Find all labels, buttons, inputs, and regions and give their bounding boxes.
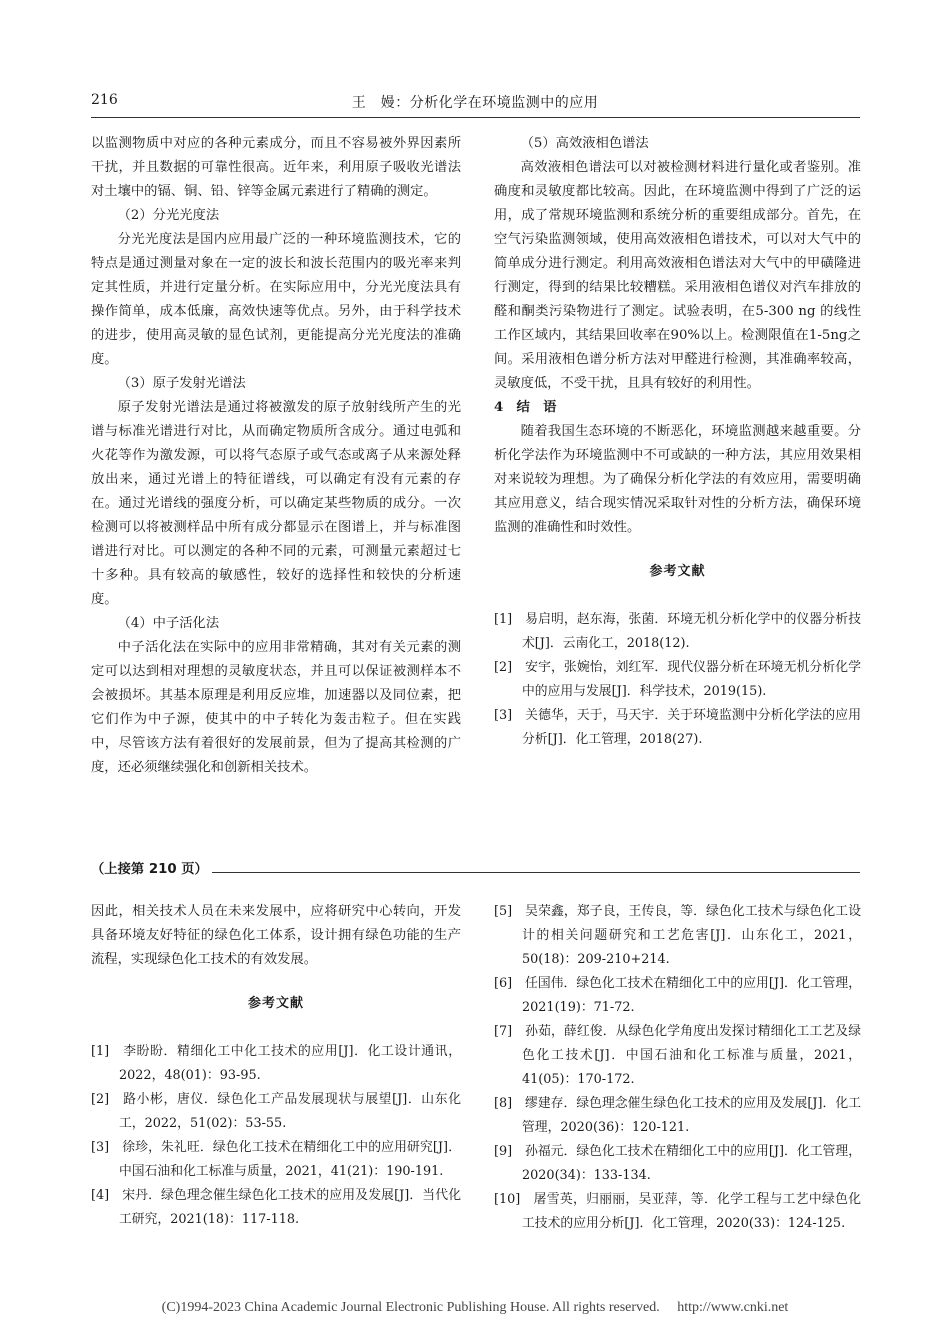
references-title: 参考文献 — [649, 564, 706, 579]
section-heading: 4 结 语 — [494, 400, 557, 415]
references-title: 参考文献 — [247, 996, 304, 1011]
continuation-label: （上接第 210 页） — [91, 858, 212, 877]
reference-item: [8] 缪建存．绿色理念催生绿色化工技术的应用及发展[J]．化工管理，2020(36)：120-121. — [494, 1096, 861, 1135]
upper-right-column — [494, 132, 861, 752]
running-title: 王 嫚：分析化学在环境监测中的应用 — [351, 95, 599, 111]
subheading: （3）原子发射光谱法 — [117, 376, 246, 391]
reference-item: [4] 宋丹．绿色理念催生绿色化工技术的应用及发展[J]．当代化工研究，2021(18)：117-118. — [91, 1188, 461, 1227]
subheading: （4）中子活化法 — [117, 616, 220, 631]
reference-item: [2] 安宇，张婉怡，刘红军．现代仪器分析在环境无机分析化学中的应用与发展[J]．科学技术，2019(15). — [494, 660, 861, 699]
reference-item: [9] 孙福元．绿色化工技术在精细化工中的应用[J]．化工管理，2020(34)：133-134. — [494, 1144, 861, 1183]
paragraph: 分光光度法是国内应用最广泛的一种环境监测技术，它的特点是通过测量对象在一定的波长和波长范围内的吸光率来判定其性质，并进行定量分析。在实际应用中，分光光度法具有操作简单，成本低廉，高效快速等优点。另外，由于科学技术的进步，使用高灵敏的显色试剂，更能提高分光光度法的准确度。 — [91, 232, 461, 367]
reference-item: [1] 易启明，赵东海，张菌．环境无机分析化学中的仪器分析技术[J]．云南化工，2018(12). — [494, 612, 861, 651]
header-rule — [91, 117, 860, 118]
paragraph: 随着我国生态环境的不断恶化，环境监测越来越重要。分析化学法作为环境监测中不可或缺的一种方法，其应用效果相对来说较为理想。为了确保分析化学法的有效应用，需要明确其应用意义，结合现实情况采取针对性的分析方法，确保环境监测的准确性和时效性。 — [494, 424, 861, 535]
lower-right-column — [494, 900, 861, 1236]
subheading: （2）分光光度法 — [117, 208, 220, 223]
paragraph: 因此，相关技术人员在未来发展中，应将研究中心转向，开发具备环境友好特征的绿色化工体系，设计拥有绿色功能的生产流程，实现绿色化工技术的有效发展。 — [91, 904, 461, 967]
paragraph: 以监测物质中对应的各种元素成分，而且不容易被外界因素所干扰，并且数据的可靠性很高。近年来，利用原子吸收光谱法对土壤中的镉、铜、铅、锌等金属元素进行了精确的测定。 — [91, 136, 461, 199]
reference-item: [7] 孙茹，薛红俊．从绿色化学角度出发探讨精细化工工艺及绿色化工技术[J]．中国石油和化工标准与质量，2021，41(05)：170-172. — [494, 1024, 861, 1087]
reference-item: [1] 李盼盼．精细化工中化工技术的应用[J]．化工设计通讯，2022，48(01)：93-95. — [91, 1044, 461, 1083]
reference-item: [10] 屠雪英，归丽丽，吴亚萍，等．化学工程与工艺中绿色化工技术的应用分析[J]．化工管理，2020(33)：124-125. — [494, 1192, 861, 1231]
reference-item: [3] 关德华，天于，马天宇．关于环境监测中分析化学法的应用分析[J]．化工管理，2018(27). — [494, 708, 861, 747]
copyright-footer: (C)1994-2023 China Academic Journal Electronic Publishing House. All rights reserved. http://www.cnki.net — [161, 1300, 789, 1315]
page-number: 216 — [91, 92, 118, 108]
paragraph: 中子活化法在实际中的应用非常精确，其对有关元素的测定可以达到相对理想的灵敏度状态，并且可以保证被测样本不会被损坏。其基本原理是利用反应堆，加速器以及同位素，把它们作为中子源，使其中的中子转化为轰击粒子。但在实践中，尽管该方法有着很好的发展前景，但为了提高其检测的广度，还必须继续强化和创新相关技术。 — [91, 640, 461, 775]
lower-left-column — [91, 900, 461, 1232]
subheading: （5）高效液相色谱法 — [520, 136, 649, 151]
continuation-rule — [206, 872, 860, 873]
paragraph: 原子发射光谱法是通过将被激发的原子放射线所产生的光谱与标准光谱进行对比，从而确定物质所含成分。通过电弧和火花等作为激发源，可以将气态原子或气态或离子从来源处释放出来，通过光谱上的特征谱线，可以确定有没有元素的存在。通过光谱线的强度分析，可以确定某些物质的成分。一次检测可以将被测样品中所有成分都显示在图谱上，并与标准图谱进行对比。可以测定的各种不同的元素，可测量元素超过七十多种。具有较高的敏感性，较好的选择性和较快的分析速度。 — [91, 400, 461, 607]
paragraph: 高效液相色谱法可以对被检测材料进行量化或者鉴别。准确度和灵敏度都比较高。因此，在环境监测中得到了广泛的运用，成了常规环境监测和系统分析的重要组成部分。首先，在空气污染监测领域，使用高效液相色谱技术，可以对大气中的简单成分进行测定。利用高效液相色谱法对大气中的甲磺隆进行测定，得到的结果比较糟糕。采用液相色谱仪对汽车排放的醛和酮类污染物进行了测定。试验表明，在5-300 ng 的线性工作区域内，其结果回收率在90%以上。检测限值在1-5ng之间。采用液相色谱分析方法对甲醛进行检测，其准确率较高，灵敏度低，不受干扰，且具有较好的利用性。 — [494, 160, 861, 391]
upper-left-column — [91, 132, 461, 780]
reference-item: [6] 任国伟．绿色化工技术在精细化工中的应用[J]．化工管理，2021(19)：71-72. — [494, 976, 861, 1015]
reference-item: [3] 徐珍，朱礼旺．绿色化工技术在精细化工中的应用研究[J]．中国石油和化工标准与质量，2021，41(21)：190-191. — [91, 1140, 461, 1179]
reference-item: [2] 路小彬，唐仪．绿色化工产品发展现状与展望[J]．山东化工，2022，51(02)：53-55. — [91, 1092, 461, 1131]
reference-item: [5] 吴荣鑫，郑子良，王传良，等．绿色化工技术与绿色化工设计的相关问题研究和工艺危害[J]．山东化工，2021，50(18)：209-210+214. — [494, 904, 861, 967]
continuation-bar — [91, 858, 860, 878]
